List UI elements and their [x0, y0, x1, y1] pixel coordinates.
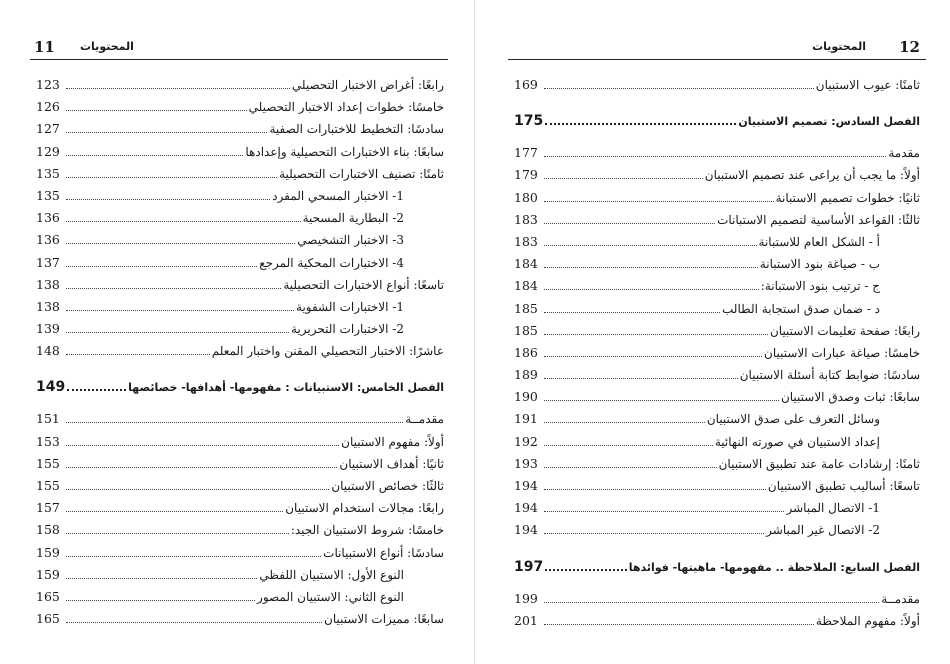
toc-page-number: 139	[36, 321, 60, 337]
toc-entry-title: أ - الشكل العام للاستبانة	[758, 234, 880, 249]
dot-leader	[67, 389, 126, 391]
dot-leader	[66, 467, 337, 468]
toc-entry	[36, 519, 444, 541]
toc-chapter-heading	[36, 372, 444, 402]
toc-entry	[36, 229, 444, 251]
toc-entry-title: ثامنًا: إرشادات عامة عند تطبيق الاستبيان	[718, 456, 920, 471]
dot-leader	[544, 489, 766, 490]
dot-leader	[544, 533, 764, 534]
toc-page-number: 185	[514, 322, 538, 338]
toc-page-number: 136	[36, 210, 60, 226]
page-number: 11	[34, 38, 55, 56]
dot-leader	[66, 556, 321, 557]
dot-leader	[66, 422, 403, 423]
toc-entry	[36, 475, 444, 497]
toc-entry-title: 1- الاتصال المباشر	[786, 501, 880, 516]
toc-entry	[514, 408, 920, 430]
toc-page-number: 165	[36, 588, 60, 604]
toc-entry	[36, 453, 444, 475]
toc-entry	[36, 564, 444, 586]
toc-page-number: 186	[514, 344, 538, 360]
toc-page-number: 148	[36, 343, 60, 359]
toc-entry	[514, 610, 920, 632]
dot-leader	[66, 622, 322, 623]
dot-leader	[66, 132, 267, 133]
toc-entry	[36, 542, 444, 564]
dot-leader	[544, 400, 779, 401]
toc-page-number: 153	[36, 433, 60, 449]
toc-chapter-heading	[514, 106, 920, 136]
toc-page-number: 184	[514, 256, 538, 272]
toc-page-number: 129	[36, 143, 60, 159]
toc-entry	[514, 164, 920, 186]
toc-entry	[514, 187, 920, 209]
toc-page-number: 165	[36, 611, 60, 627]
toc-entry-title: تاسعًا: أساليب تطبيق الاستبيان	[767, 479, 920, 493]
toc-entry	[514, 453, 920, 475]
toc-entry	[36, 141, 444, 163]
toc-page-number: 169	[514, 77, 538, 92]
right-page	[475, 0, 950, 664]
toc-page-number: 180	[514, 189, 538, 205]
dot-leader	[544, 334, 768, 335]
toc-entry-title: 4- الاختبارات المحكية المرجع	[259, 255, 404, 270]
toc-page-number: 135	[36, 187, 60, 203]
toc-entry-title: سابعًا: مميزات الاستبيان	[324, 612, 444, 627]
toc-entry	[36, 252, 444, 274]
toc-entry	[514, 431, 920, 453]
toc-page-number: 177	[514, 145, 538, 161]
spacer	[514, 96, 920, 102]
toc-page-number: 183	[514, 233, 538, 249]
toc-entry-title: سابعًا: ثبات وصدق الاستبيان	[780, 390, 920, 405]
toc-entry-title: أولاً: مفهوم الملاحظة	[815, 613, 920, 628]
dot-leader	[66, 177, 277, 178]
dot-leader	[544, 624, 814, 625]
dot-leader	[544, 467, 717, 468]
toc-entry-title: سادسًا: التخطيط للاختبارات الصفية	[269, 122, 444, 137]
dot-leader	[544, 602, 879, 603]
toc-entry-title: 2- الاختبارات التحريرية	[291, 322, 404, 337]
toc-page-number: 190	[514, 389, 538, 405]
toc-entry	[514, 298, 920, 320]
toc-entry-title: ثالثًا: خصائص الاستبيان	[331, 479, 444, 493]
toc-entry-title: رابعًا: أغراض الاختبار التحصيلي	[291, 78, 444, 92]
toc-entry	[514, 364, 920, 386]
dot-leader	[66, 354, 210, 355]
dot-leader	[544, 245, 757, 246]
toc-entry	[514, 209, 920, 231]
toc-page-number: 159	[36, 566, 60, 582]
dot-leader	[544, 378, 738, 379]
toc-page-number: 194	[514, 500, 538, 516]
dot-leader	[544, 356, 762, 357]
toc-entry	[36, 118, 444, 140]
toc-entry-title: سادسًا: أنواع الاستبيانات	[323, 545, 444, 560]
toc-entry-title: ثانيًا: خطوات تصميم الاستبانة	[775, 190, 920, 205]
dot-leader	[66, 288, 281, 289]
page-header	[508, 38, 926, 60]
page-number: 12	[899, 38, 920, 56]
dot-leader	[544, 267, 758, 268]
dot-leader	[545, 123, 736, 125]
toc-entry-title: 3- الاختبار التشخيصي	[297, 233, 404, 248]
toc-entry	[514, 386, 920, 408]
toc-entry-title: النوع الأول: الاستبيان اللفظي	[259, 567, 404, 582]
dot-leader	[66, 155, 243, 156]
toc-entry-title: رابعًا: مجالات استخدام الاستبيان	[285, 501, 444, 516]
toc-entry	[514, 142, 920, 164]
toc-entry	[36, 185, 444, 207]
dot-leader	[544, 178, 703, 179]
toc-page-number: 138	[36, 298, 60, 314]
toc-entry-title: ثامنًا: عيوب الاستبيان	[815, 78, 920, 92]
toc-entry-title: إعداد الاستبيان في صورته النهائية	[714, 434, 880, 449]
toc-entry-title: الفصل السادس: تصميم الاستبيان	[738, 115, 920, 129]
toc-page-number: 194	[514, 478, 538, 493]
toc-entry	[514, 475, 920, 497]
toc-entry-title: تاسعًا: أنواع الاختبارات التحصيلية	[283, 277, 444, 292]
toc-list	[36, 74, 444, 630]
toc-entry-title: الفصل السابع: الملاحظة .. مفهومها- ماهيتها- فوائدها	[628, 560, 920, 574]
dot-leader	[544, 422, 705, 423]
toc-entry-title: خامسًا: خطوات إعداد الاختبار التحصيلي	[248, 100, 444, 115]
toc-page-number: 158	[36, 522, 60, 538]
toc-page-number: 183	[514, 211, 538, 227]
header-rule	[30, 59, 448, 60]
toc-entry-title: سابعًا: بناء الاختبارات التحصيلية وإعدادها	[245, 144, 444, 159]
dot-leader	[544, 201, 774, 202]
toc-entry	[514, 231, 920, 253]
toc-page-number: 184	[514, 278, 538, 294]
toc-entry-title: رابعًا: صفحة تعليمات الاستبيان	[769, 323, 920, 338]
header-title: المحتويات	[812, 40, 866, 53]
toc-page-number: 137	[36, 254, 60, 270]
dot-leader	[66, 332, 289, 333]
toc-list	[514, 74, 920, 632]
toc-page-number: 199	[514, 590, 538, 606]
dot-leader	[66, 511, 283, 512]
dot-leader	[66, 489, 329, 490]
toc-page-number: 192	[514, 433, 538, 449]
toc-entry-title: سادسًا: ضوابط كتابة أسئلة الاستبيان	[739, 368, 920, 383]
toc-entry	[36, 163, 444, 185]
dot-leader	[544, 312, 720, 313]
dot-leader	[544, 156, 886, 157]
spacer	[36, 362, 444, 368]
toc-entry-title: 1- الاختبار المسحي المفرد	[272, 188, 404, 203]
toc-page-number: 127	[36, 121, 60, 137]
toc-entry	[36, 318, 444, 340]
toc-entry-title: مقدمــة	[405, 412, 444, 427]
toc-page-number: 126	[36, 99, 60, 115]
toc-entry	[514, 320, 920, 342]
toc-entry	[514, 275, 920, 297]
header-rule	[508, 59, 926, 60]
toc-entry-title: 1- الاختبارات الشفوية	[296, 299, 404, 314]
toc-entry-title: مقدمــة	[881, 591, 920, 606]
toc-page-number: 135	[36, 165, 60, 181]
toc-entry-title: خامسًا: شروط الاستبيان الجيد:	[290, 523, 444, 538]
dot-leader	[544, 289, 759, 290]
toc-entry	[36, 274, 444, 296]
toc-page-number: 197	[514, 558, 544, 575]
toc-entry	[514, 588, 920, 610]
toc-entry-title: د - ضمان صدق استجابة الطالب	[722, 301, 880, 316]
dot-leader	[66, 110, 247, 111]
toc-entry-title: ثامنًا: تصنيف الاختبارات التحصيلية	[279, 166, 444, 181]
header-title: المحتويات	[80, 40, 134, 53]
spacer	[514, 542, 920, 548]
toc-entry-title: ب - صياغة بنود الاستبانة	[759, 257, 880, 272]
toc-entry	[514, 253, 920, 275]
toc-entry-title: الفصل الخامس: الاستبيانات : مفهومها- أهدافها- خصائصها	[128, 381, 444, 395]
toc-entry	[36, 497, 444, 519]
dot-leader	[66, 266, 257, 267]
toc-entry	[36, 340, 444, 362]
toc-page-number: 123	[36, 77, 60, 92]
toc-page-number: 155	[36, 455, 60, 471]
toc-entry	[36, 74, 444, 96]
dot-leader	[66, 310, 294, 311]
dot-leader	[544, 223, 715, 224]
dot-leader	[545, 569, 626, 571]
toc-entry-title: ج - ترتيب بنود الاستبانة:	[760, 279, 880, 294]
toc-page-number: 193	[514, 455, 538, 471]
dot-leader	[544, 88, 814, 89]
toc-entry	[514, 74, 920, 96]
toc-page-number: 157	[36, 500, 60, 516]
toc-page-number: 138	[36, 276, 60, 292]
page-header	[30, 38, 448, 60]
toc-page-number: 201	[514, 612, 538, 628]
dot-leader	[544, 445, 713, 446]
dot-leader	[544, 511, 784, 512]
toc-entry-title: ثالثًا: القواعد الأساسية لتصميم الاستبانات	[717, 212, 920, 227]
dot-leader	[66, 199, 270, 200]
toc-page-number: 194	[514, 522, 538, 538]
toc-entry-title: أولاً: ما يجب أن يراعى عند تصميم الاستبيان	[704, 168, 920, 183]
toc-entry	[514, 342, 920, 364]
toc-page-number: 151	[36, 411, 60, 427]
toc-page-number: 189	[514, 367, 538, 383]
toc-page-number: 149	[36, 379, 66, 396]
toc-entry-title: خامسًا: صياغة عبارات الاستبيان	[764, 345, 920, 360]
dot-leader	[66, 88, 290, 89]
dot-leader	[66, 578, 257, 579]
toc-chapter-heading	[514, 552, 920, 582]
toc-page-number: 155	[36, 478, 60, 493]
toc-page-number: 136	[36, 232, 60, 248]
toc-page-number: 179	[514, 167, 538, 183]
dot-leader	[66, 600, 255, 601]
toc-entry-title: أولاً: مفهوم الاستبيان	[341, 434, 444, 449]
dot-leader	[66, 243, 295, 244]
toc-entry	[36, 296, 444, 318]
toc-entry-title: وسائل التعرف على صدق الاستبيان	[706, 412, 880, 427]
toc-entry	[36, 408, 444, 430]
toc-page-number: 175	[514, 113, 544, 130]
toc-entry-title: النوع الثاني: الاستبيان المصور	[257, 589, 404, 604]
toc-entry	[36, 608, 444, 630]
toc-entry	[36, 431, 444, 453]
toc-entry-title: 2- الاتصال غير المباشر	[766, 523, 880, 538]
toc-entry	[514, 497, 920, 519]
dot-leader	[66, 533, 289, 534]
dot-leader	[66, 445, 339, 446]
toc-page-number: 191	[514, 411, 538, 427]
toc-page-number: 159	[36, 544, 60, 560]
toc-entry-title: عاشرًا: الاختبار التحصيلي المقنن واختبار المعلم	[211, 344, 444, 359]
toc-entry	[36, 207, 444, 229]
toc-entry	[36, 96, 444, 118]
dot-leader	[66, 221, 301, 222]
toc-entry	[514, 519, 920, 541]
toc-page-number: 185	[514, 300, 538, 316]
toc-entry-title: 2- البطارية المسحية	[302, 211, 404, 226]
toc-entry-title: ثانيًا: أهداف الاستبيان	[339, 456, 444, 471]
toc-entry	[36, 586, 444, 608]
toc-entry-title: مقدمة	[888, 146, 920, 161]
